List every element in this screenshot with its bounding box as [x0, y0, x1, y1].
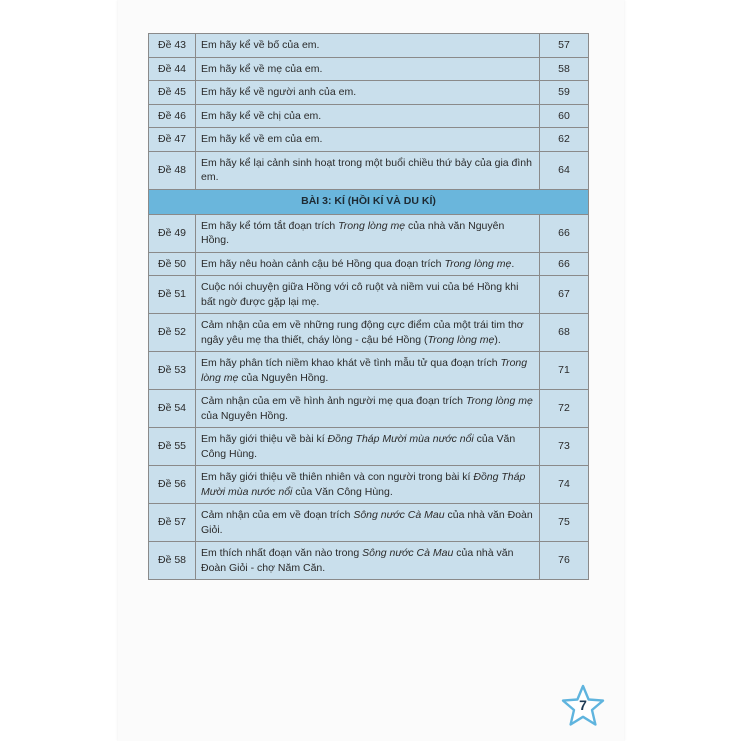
page-ref: 74	[540, 466, 589, 504]
title-text: của nhà văn Nguyên Hồng.	[201, 219, 505, 246]
title-text: Cảm nhận của em về đoạn trích	[201, 509, 354, 521]
title-text: Cảm nhận của em về những rung động cực điểm của một trái tim thơ ngây yêu mẹ tha thiết, cháy lòng - cậu bé Hồng (	[201, 319, 524, 346]
toc-row	[149, 104, 589, 128]
page-ref: 64	[540, 151, 589, 189]
title-text: của nhà văn Đoàn Giỏi - chợ Năm Căn.	[201, 547, 514, 574]
toc-row	[149, 390, 589, 428]
toc-row	[149, 81, 589, 105]
work-title: Sông nước Cà Mau	[362, 547, 454, 559]
exercise-title	[196, 504, 540, 542]
exercise-title	[196, 428, 540, 466]
exercise-number: Đề 43	[149, 34, 196, 58]
exercise-title: Em hãy kể về chị của em.	[196, 104, 540, 128]
exercise-number: Đề 54	[149, 390, 196, 428]
page-ref: 75	[540, 504, 589, 542]
toc-table	[148, 33, 589, 580]
title-text: Em hãy phân tích niềm khao khát về tình mẫu tử qua đoạn trích	[201, 357, 501, 369]
exercise-number: Đề 45	[149, 81, 196, 105]
page-ref: 59	[540, 81, 589, 105]
exercise-number: Đề 49	[149, 214, 196, 252]
exercise-title	[196, 314, 540, 352]
page-ref: 68	[540, 314, 589, 352]
toc-section	[149, 189, 589, 214]
title-text: của nhà văn Đoàn Giỏi.	[201, 509, 533, 536]
exercise-number: Đề 51	[149, 276, 196, 314]
page-ref: 60	[540, 104, 589, 128]
exercise-number: Đề 53	[149, 352, 196, 390]
page-ref: 58	[540, 57, 589, 81]
exercise-title: Em hãy kể về người anh của em.	[196, 81, 540, 105]
title-text: của Văn Công Hùng.	[201, 433, 516, 460]
exercise-title	[196, 466, 540, 504]
exercise-number: Đề 44	[149, 57, 196, 81]
page-ref: 72	[540, 390, 589, 428]
exercise-title	[196, 352, 540, 390]
toc-row	[149, 252, 589, 276]
title-text: của Văn Công Hùng.	[292, 485, 393, 498]
exercise-number: Đề 50	[149, 252, 196, 276]
work-title: Sông nước Cà Mau	[353, 509, 445, 521]
work-title: Đồng Tháp Mười mùa nước nổi	[327, 433, 474, 445]
title-text: Em hãy nêu hoàn cảnh cậu bé Hồng qua đoạn trích	[201, 257, 445, 270]
toc-row	[149, 314, 589, 352]
title-text: Em hãy giới thiệu về bài kí	[201, 433, 328, 445]
toc-row	[149, 57, 589, 81]
exercise-title: Em hãy kể lại cảnh sinh hoạt trong một buổi chiều thứ bảy của gia đình em.	[196, 151, 540, 189]
exercise-title	[196, 542, 540, 580]
toc-row	[149, 352, 589, 390]
page-number: 7	[579, 697, 587, 713]
toc-row	[149, 428, 589, 466]
toc-rows-after	[149, 214, 589, 580]
toc-row	[149, 128, 589, 152]
toc-row	[149, 214, 589, 252]
exercise-title: Em hãy kể về em của em.	[196, 128, 540, 152]
section-title: BÀI 3: KÍ (HỒI KÍ VÀ DU KÍ)	[149, 189, 589, 214]
exercise-number: Đề 56	[149, 466, 196, 504]
page-ref: 71	[540, 352, 589, 390]
page-ref: 66	[540, 252, 589, 276]
page-ref: 76	[540, 542, 589, 580]
title-text: .	[511, 257, 515, 270]
toc-row	[149, 542, 589, 580]
section-row	[149, 189, 589, 214]
exercise-title	[196, 252, 540, 276]
exercise-title: Em hãy kể về bố của em.	[196, 34, 540, 58]
exercise-title	[196, 214, 540, 252]
title-text: Em thích nhất đoạn văn nào trong	[201, 547, 363, 559]
work-title: Trong lòng mẹ	[338, 219, 406, 232]
page-ref: 67	[540, 276, 589, 314]
title-text: của Nguyên Hồng.	[201, 409, 288, 422]
toc-row	[149, 504, 589, 542]
exercise-number: Đề 48	[149, 151, 196, 189]
title-text: Em hãy kể tóm tắt đoạn trích	[201, 219, 339, 232]
toc-row	[149, 151, 589, 189]
title-text: Em hãy giới thiệu về thiên nhiên và con người trong bài kí	[201, 471, 474, 483]
exercise-title	[196, 390, 540, 428]
toc-row	[149, 34, 589, 58]
exercise-number: Đề 57	[149, 504, 196, 542]
exercise-number: Đề 58	[149, 542, 196, 580]
work-title: Trong lòng mẹ	[201, 357, 528, 384]
work-title: Trong lòng mẹ	[465, 395, 533, 407]
exercise-title: Em hãy kể về mẹ của em.	[196, 57, 540, 81]
title-text: của Nguyên Hồng.	[238, 371, 329, 384]
work-title: Đồng Tháp Mười mùa nước nổi	[201, 471, 526, 498]
work-title: Trong lòng mẹ	[427, 333, 495, 346]
exercise-number: Đề 46	[149, 104, 196, 128]
toc-row	[149, 276, 589, 314]
toc-row	[149, 466, 589, 504]
title-text: Cảm nhận của em về hình ảnh người mẹ qua đoạn trích	[201, 395, 466, 407]
exercise-number: Đề 47	[149, 128, 196, 152]
toc-rows-before	[149, 34, 589, 190]
page-ref: 62	[540, 128, 589, 152]
page-ref: 73	[540, 428, 589, 466]
work-title: Trong lòng mẹ	[444, 257, 512, 270]
exercise-number: Đề 55	[149, 428, 196, 466]
exercise-title	[196, 276, 540, 314]
title-text: ).	[494, 333, 501, 346]
title-text: Cuộc nói chuyện giữa Hồng với cô ruột và niềm vui của bé Hồng khi bất ngờ được gặp lại mẹ.	[201, 281, 519, 308]
page-ref: 66	[540, 214, 589, 252]
exercise-number: Đề 52	[149, 314, 196, 352]
page-ref: 57	[540, 34, 589, 58]
